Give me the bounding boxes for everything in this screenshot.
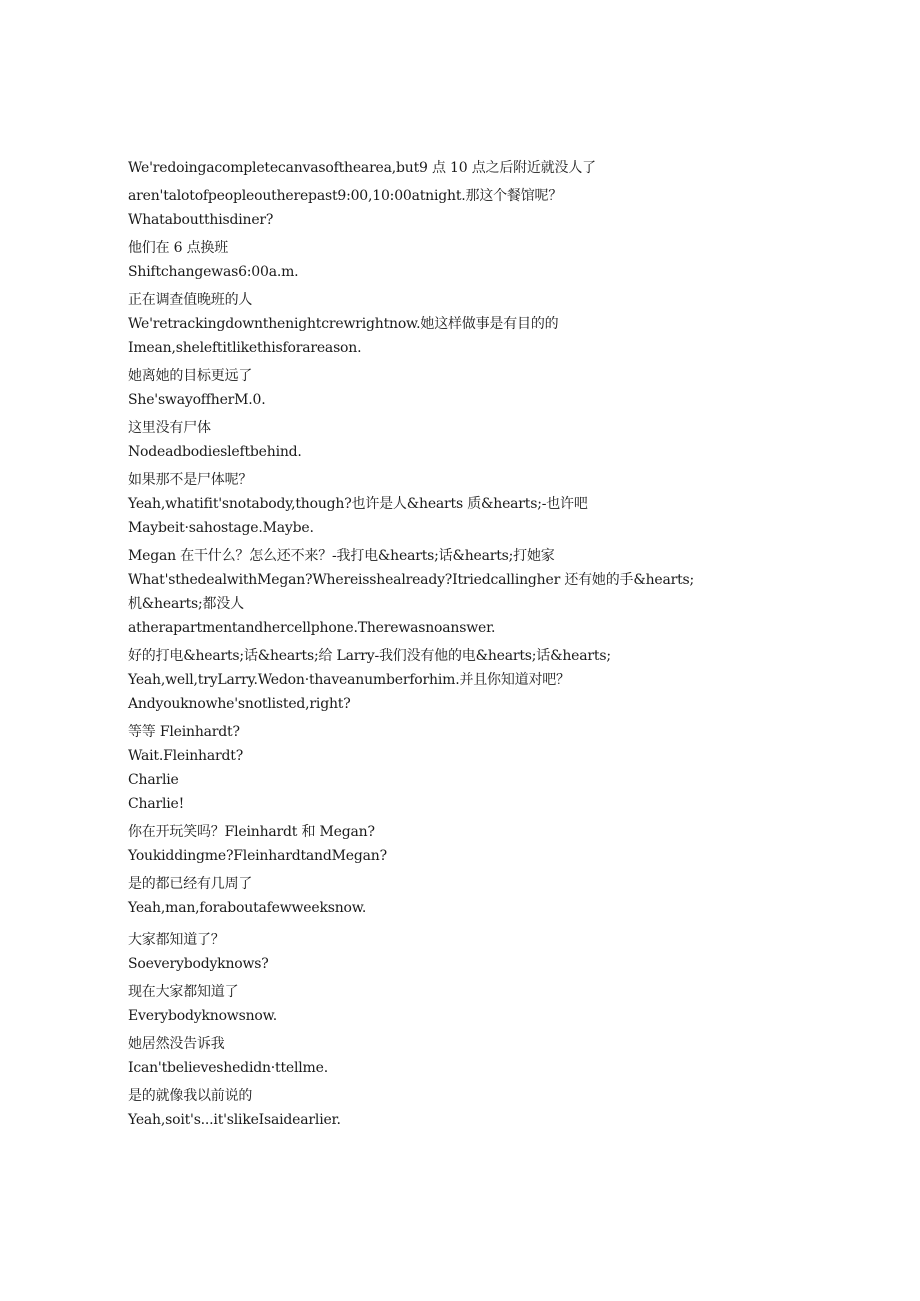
text-line: Yeah,whatifit'snotabody,though?也许是人&hearts 质&hearts;-也许吧	[128, 496, 588, 512]
text-line: 正在调查值晚班的人	[128, 292, 253, 308]
text-line: Whataboutthisdiner?	[128, 212, 274, 228]
text-line: Megan 在干什么？怎么还不来？-我打电&hearts;话&hearts;打她家	[128, 548, 555, 564]
text-line: atherapartmentandhercellphone.Therewasnoanswer.	[128, 620, 496, 636]
text-line: Yeah,man,foraboutafewweeksnow.	[128, 900, 367, 916]
text-line: 是的都已经有几周了	[128, 876, 253, 892]
text-line: 你在开玩笑吗？Fleinhardt 和 Megan?	[128, 824, 375, 840]
text-line: Imean,sheleftitlikethisforareason.	[128, 340, 362, 356]
text-line: Yeah,soit's...it'slikeIsaidearlier.	[128, 1112, 341, 1128]
text-line: 等等 Fleinhardt?	[128, 724, 240, 740]
text-line: 她居然没告诉我	[128, 1036, 225, 1052]
text-line: 她离她的目标更远了	[128, 368, 253, 384]
text-line: Charlie	[128, 772, 179, 788]
text-line: What'sthedealwithMegan?Whereisshealready?Itriedcallingher 还有她的手&hearts;	[128, 572, 695, 588]
text-line: We'redoingacompletecanvasofthearea,but9 点 10 点之后附近就没人了	[128, 160, 596, 176]
text-line: 大家都知道了？	[128, 932, 225, 948]
text-line: Charlie!	[128, 796, 185, 812]
text-line: Andyouknowhe'snotlisted,right?	[128, 696, 351, 712]
text-line: 是的就像我以前说的	[128, 1088, 253, 1104]
text-line: 现在大家都知道了	[128, 984, 239, 1000]
text-line: aren'talotofpeopleoutherepast9:00,10:00atnight.那这个餐馆呢？	[128, 188, 563, 204]
text-line: 他们在 6 点换班	[128, 240, 229, 256]
text-line: Wait.Fleinhardt?	[128, 748, 243, 764]
text-line: Ican'tbelieveshedidn·ttellme.	[128, 1060, 328, 1076]
text-line: She'swayoffherM.0.	[128, 392, 266, 408]
text-line: Maybeit·sahostage.Maybe.	[128, 520, 314, 536]
text-line: We'retrackingdownthenightcrewrightnow.她这样做事是有目的的	[128, 316, 559, 332]
text-line: Yeah,well,tryLarry.Wedon·thaveanumberforhim.并且你知道对吧？	[128, 672, 570, 688]
text-line: 机&hearts;都没人	[128, 596, 244, 612]
text-line: Soeverybodyknows?	[128, 956, 269, 972]
text-line: Everybodyknowsnow.	[128, 1008, 277, 1024]
text-line: Shiftchangewas6:00a.m.	[128, 264, 299, 280]
text-line: Nodeadbodiesleftbehind.	[128, 444, 302, 460]
text-line: Youkiddingme?FleinhardtandMegan?	[128, 848, 387, 864]
document-body	[128, 156, 828, 1132]
text-line: 如果那不是尸体呢？	[128, 472, 253, 488]
text-line: 这里没有尸体	[128, 420, 211, 436]
text-line: 好的打电&hearts;话&hearts;给 Larry-我们没有他的电&hearts;话&hearts;	[128, 648, 611, 664]
